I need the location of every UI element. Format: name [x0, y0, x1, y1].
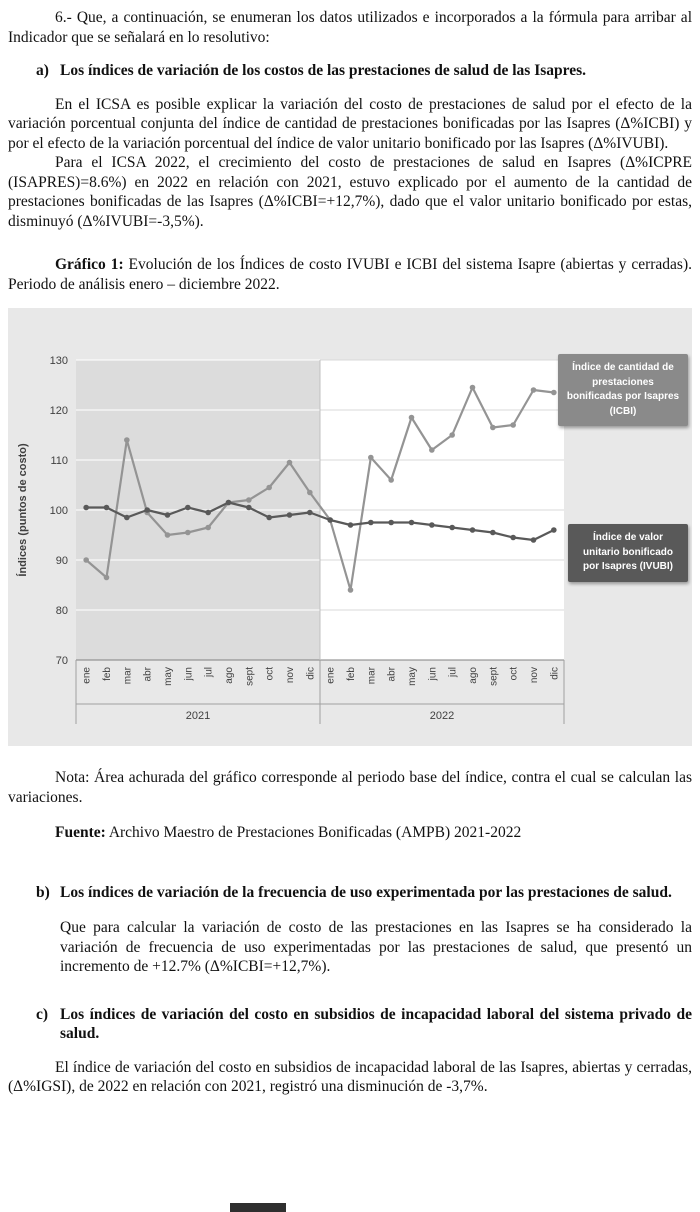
svg-text:2021: 2021	[185, 710, 211, 723]
svg-text:70: 70	[55, 655, 68, 668]
figure-caption-text: Evolución de los Índices de costo IVUBI e ICBI del sistema Isapre (abiertas y cerradas). Periodo de análisis enero – diciembre 2022.	[8, 256, 692, 293]
svg-text:jun: jun	[427, 667, 439, 681]
list-item-b-marker: b)	[36, 883, 50, 901]
list-item-c-marker: c)	[36, 1005, 49, 1023]
paragraph-c: El índice de variación del costo en subsidios de incapacidad laboral de las Isapres, abiertas y cerradas, (Δ%IGSI), de 2022 en relación con 2021, registró una disminución de -3,7%.	[8, 1058, 692, 1096]
list-item-a-marker: a)	[36, 62, 49, 80]
list-item-c	[8, 1005, 692, 1044]
svg-text:abr: abr	[386, 667, 398, 682]
svg-text:100: 100	[49, 505, 68, 518]
svg-text:80: 80	[55, 605, 68, 618]
figure-source	[8, 823, 692, 843]
svg-text:may: may	[407, 667, 418, 687]
svg-text:jul: jul	[203, 667, 215, 678]
svg-text:2022: 2022	[429, 710, 455, 723]
svg-text:sept: sept	[488, 667, 500, 687]
list-item-b	[8, 883, 692, 903]
chart-figure	[8, 308, 692, 746]
svg-text:90: 90	[55, 555, 68, 568]
figure-note: Nota: Área achurada del gráfico corresponde al periodo base del índice, contra el cual se calculan las variaciones.	[8, 769, 692, 806]
svg-text:130: 130	[49, 355, 68, 368]
svg-text:ago: ago	[468, 667, 479, 684]
svg-text:nov: nov	[285, 667, 296, 684]
svg-text:ene: ene	[81, 667, 93, 684]
svg-text:oct: oct	[264, 667, 276, 681]
svg-text:mar: mar	[122, 667, 134, 685]
svg-text:feb: feb	[102, 667, 113, 682]
svg-text:nov: nov	[529, 667, 540, 684]
svg-text:120: 120	[49, 405, 68, 418]
list-item-a-text: Los índices de variación de los costos de las prestaciones de salud de las Isapres.	[60, 62, 587, 80]
paragraph-icsa-1: En el ICSA es posible explicar la variación del costo de prestaciones de salud por el efecto de la variación porcentual conjunta del índice de cantidad de prestaciones bonificadas por las Isapres (Δ%ICBI) y por el efecto de la variación porcentual del índice de valor unitario bonificado por las Isapres (Δ%IVUBI).	[8, 95, 692, 152]
svg-text:dic: dic	[549, 667, 561, 680]
paragraph-6: 6.- Que, a continuación, se enumeran los datos utilizados e incorporados a la fórmula para arribar al Indicador que se señalará en lo resolutivo:	[8, 9, 692, 46]
figure-source-text: Archivo Maestro de Prestaciones Bonificadas (AMPB) 2021-2022	[105, 824, 522, 842]
svg-text:mar: mar	[366, 667, 378, 685]
svg-text:Índices (puntos de costo): Índices (puntos de costo)	[17, 443, 29, 577]
list-item-a	[8, 61, 692, 81]
svg-text:dic: dic	[305, 667, 317, 680]
svg-text:ene: ene	[325, 667, 337, 684]
figure-source-label: Fuente:	[55, 824, 106, 842]
svg-text:feb: feb	[346, 667, 357, 682]
svg-text:ago: ago	[224, 667, 235, 684]
paragraph-b: Que para calcular la variación de costo de las prestaciones en las Isapres se ha considerado la variación de frecuencia de uso experimentadas por las prestaciones de salud, que presentó un incremento de +12.7% (Δ%ICBI=+12,7%).	[60, 919, 692, 976]
svg-text:may: may	[163, 667, 174, 687]
svg-text:sept: sept	[244, 667, 256, 687]
list-item-c-text: Los índices de variación del costo en subsidios de incapacidad laboral del sistema privado de salud.	[60, 1005, 692, 1043]
figure-caption	[8, 255, 692, 294]
figure-caption-label: Gráfico 1:	[55, 256, 124, 274]
paragraph-icsa-2: Para el ICSA 2022, el crecimiento del costo de prestaciones de salud en Isapres (Δ%ICPRE (ISAPRES)=8.6%) en 2022 en relación con 2021, estuvo explicado por el aumento de la cantidad de prestaciones bonificadas de las Isapres (Δ%ICBI=+12,7%), dado que el valor unitario bonificado por estas, disminuyó (Δ%IVUBI=-3,5%).	[8, 154, 692, 230]
svg-text:abr: abr	[142, 667, 154, 682]
svg-text:oct: oct	[508, 667, 520, 681]
list-item-b-text: Los índices de variación de la frecuencia de uso experimentada por las prestaciones de salud.	[60, 883, 672, 901]
svg-text:jun: jun	[183, 667, 195, 681]
legend-icbi: Índice de cantidad de prestaciones bonificadas por Isapres (ICBI)	[558, 354, 688, 426]
legend-ivubi: Índice de valor unitario bonificado por Isapres (IVUBI)	[568, 524, 688, 582]
footer-artifact-bar	[230, 1203, 286, 1212]
svg-text:110: 110	[50, 455, 68, 468]
svg-text:jul: jul	[447, 667, 459, 678]
